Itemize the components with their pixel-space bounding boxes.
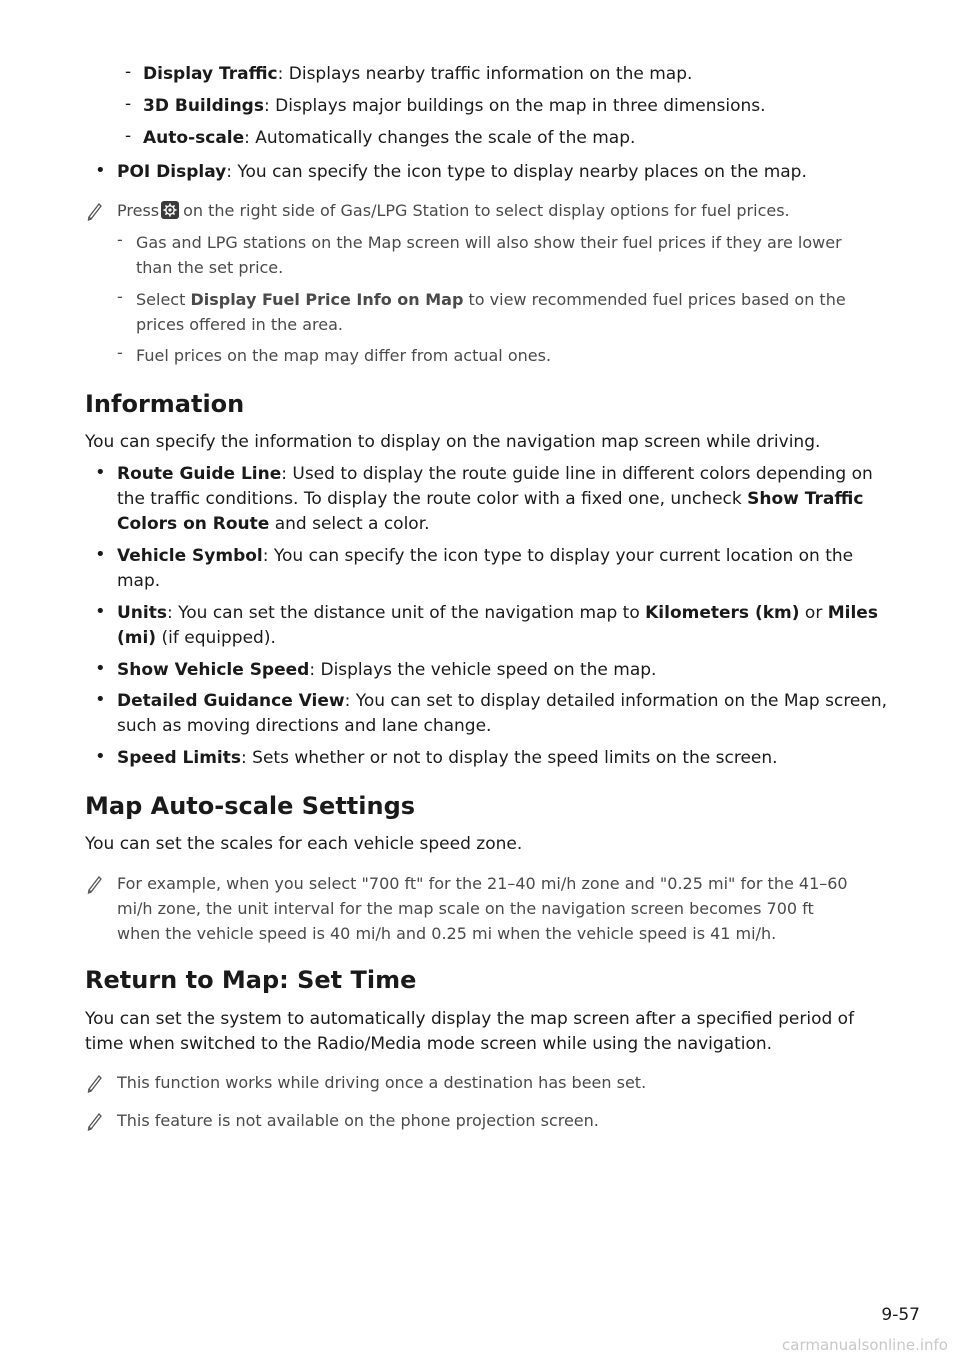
note-subitem: Fuel prices on the map may differ from actual ones.: [136, 346, 552, 365]
section-intro: You can specify the information to display on the navigation map screen while driving.: [85, 432, 821, 452]
bullet-marker: •: [95, 658, 106, 679]
dash-marker: -: [125, 94, 132, 114]
settings-gear-icon: [161, 201, 179, 219]
note-text: Press on the right side of Gas/LPG Station to select display options for fuel prices.: [117, 201, 790, 220]
bullet-marker: •: [95, 601, 106, 622]
bullet-marker: •: [95, 160, 106, 181]
dash-marker: -: [117, 287, 123, 306]
list-item: 3D Buildings: Displays major buildings on the map in three dimensions.: [143, 96, 766, 116]
section-intro: You can set the system to automatically display the map screen after a specified period of time when switched to the Radio/Media mode screen while using the navigation.: [85, 1009, 855, 1054]
list-item: POI Display: You can specify the icon type to display nearby places on the map.: [117, 162, 807, 182]
list-item: Speed Limits: Sets whether or not to display the speed limits on the screen.: [117, 748, 778, 768]
section-heading-autoscale: Map Auto-scale Settings: [85, 792, 416, 820]
list-item: Auto-scale: Automatically changes the scale of the map.: [143, 128, 636, 148]
bullet-marker: •: [95, 689, 106, 710]
dash-marker: -: [117, 343, 123, 362]
list-item: Units: You can set the distance unit of the navigation map to Kilometers (km) or Miles (mi) (if equipped).: [117, 603, 878, 648]
section-intro: You can set the scales for each vehicle speed zone.: [85, 834, 523, 854]
bullet-marker: •: [95, 462, 106, 483]
section-heading-information: Information: [85, 390, 245, 418]
list-item: Show Vehicle Speed: Displays the vehicle speed on the map.: [117, 660, 657, 680]
pencil-icon: [86, 1110, 104, 1132]
section-heading-return-to-map: Return to Map: Set Time: [85, 966, 417, 994]
watermark-text: carmanualsonline.info: [782, 1336, 948, 1354]
note-subitem: Gas and LPG stations on the Map screen will also show their fuel prices if they are lower than the set price.: [136, 233, 842, 277]
note-text: This feature is not available on the phone projection screen.: [117, 1111, 599, 1130]
page-number: 9-57: [881, 1305, 920, 1325]
pencil-icon: [86, 873, 104, 895]
dash-marker: -: [125, 62, 132, 82]
pencil-icon: [86, 200, 104, 222]
bullet-marker: •: [95, 746, 106, 767]
dash-marker: -: [125, 126, 132, 146]
bullet-marker: •: [95, 544, 106, 565]
note-subitem: Select Display Fuel Price Info on Map to view recommended fuel prices based on the prices offered in the area.: [136, 290, 846, 334]
list-item: Detailed Guidance View: You can set to display detailed information on the Map screen, such as moving directions and lane change.: [117, 691, 888, 736]
dash-marker: -: [117, 230, 123, 249]
list-item: Route Guide Line: Used to display the route guide line in different colors depending on the traffic conditions. To display the route color with a fixed one, uncheck Show Traffic Colors on Route and select a color.: [117, 464, 873, 534]
note-text: This function works while driving once a destination has been set.: [117, 1073, 647, 1092]
pencil-icon: [86, 1072, 104, 1094]
list-item: Vehicle Symbol: You can specify the icon type to display your current location on the map.: [117, 546, 854, 591]
list-item: Display Traffic: Displays nearby traffic information on the map.: [143, 64, 693, 84]
note-text: For example, when you select "700 ft" for the 21–40 mi/h zone and "0.25 mi" for the 41–60 mi/h zone, the unit interval for the map scale on the navigation screen becomes 700 ft when the vehicle speed is 40 mi/h and 0.25 mi when the vehicle speed is 41 mi/h.: [117, 874, 848, 943]
